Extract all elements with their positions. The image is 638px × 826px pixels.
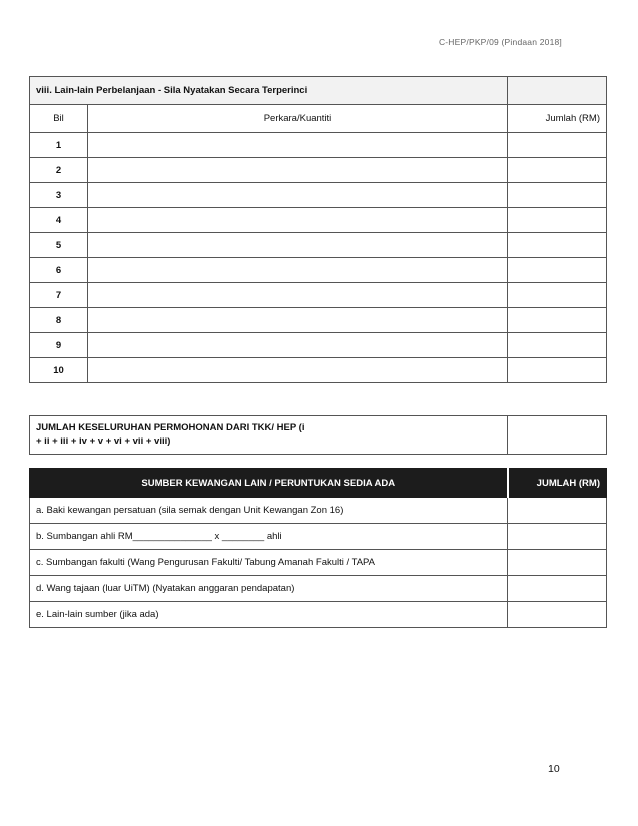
table-row bbox=[30, 602, 607, 628]
row-number: 5 bbox=[30, 233, 88, 258]
amount-cell[interactable] bbox=[508, 358, 607, 383]
other-funding-header: SUMBER KEWANGAN LAIN / PERUNTUKAN SEDIA ADA bbox=[30, 469, 508, 498]
table-row bbox=[30, 283, 607, 308]
table-row bbox=[30, 183, 607, 208]
amount-cell[interactable] bbox=[508, 233, 607, 258]
column-header-item: Perkara/Kuantiti bbox=[88, 105, 508, 133]
page-number: 10 bbox=[548, 763, 560, 775]
table-row bbox=[30, 524, 607, 550]
column-header-amount: Jumlah (RM) bbox=[508, 105, 607, 133]
table-row bbox=[30, 233, 607, 258]
grand-total-amount-cell[interactable] bbox=[508, 416, 607, 455]
other-funding-table bbox=[29, 468, 607, 628]
table-row bbox=[30, 550, 607, 576]
amount-cell[interactable] bbox=[508, 183, 607, 208]
item-cell[interactable] bbox=[88, 333, 508, 358]
row-number: 1 bbox=[30, 133, 88, 158]
amount-cell[interactable] bbox=[508, 208, 607, 233]
item-cell[interactable] bbox=[88, 233, 508, 258]
item-cell[interactable] bbox=[88, 158, 508, 183]
table-row bbox=[30, 333, 607, 358]
row-number: 2 bbox=[30, 158, 88, 183]
table-row bbox=[30, 308, 607, 333]
item-cell[interactable] bbox=[88, 133, 508, 158]
section-title: viii. Lain-lain Perbelanjaan - Sila Nyatakan Secara Terperinci bbox=[30, 77, 508, 105]
amount-cell[interactable] bbox=[508, 308, 607, 333]
grand-total-label-line1: JUMLAH KESELURUHAN PERMOHONAN DARI TKK/ HEP (i bbox=[36, 422, 305, 433]
table-row bbox=[30, 258, 607, 283]
funding-source-label: c. Sumbangan fakulti (Wang Pengurusan Fakulti/ Tabung Amanah Fakulti / TAPA bbox=[30, 550, 508, 576]
item-cell[interactable] bbox=[88, 208, 508, 233]
item-cell[interactable] bbox=[88, 258, 508, 283]
table-row bbox=[30, 498, 607, 524]
amount-cell[interactable] bbox=[508, 550, 607, 576]
grand-total-label bbox=[30, 416, 508, 455]
amount-cell[interactable] bbox=[508, 602, 607, 628]
item-cell[interactable] bbox=[88, 358, 508, 383]
row-number: 6 bbox=[30, 258, 88, 283]
amount-cell[interactable] bbox=[508, 524, 607, 550]
table-row bbox=[30, 133, 607, 158]
row-number: 7 bbox=[30, 283, 88, 308]
amount-cell[interactable] bbox=[508, 133, 607, 158]
row-number: 10 bbox=[30, 358, 88, 383]
amount-cell[interactable] bbox=[508, 283, 607, 308]
table-row bbox=[30, 358, 607, 383]
amount-cell[interactable] bbox=[508, 258, 607, 283]
item-cell[interactable] bbox=[88, 283, 508, 308]
funding-source-label: b. Sumbangan ahli RM_______________ x ________ ahli bbox=[30, 524, 508, 550]
funding-source-label: a. Baki kewangan persatuan (sila semak dengan Unit Kewangan Zon 16) bbox=[30, 498, 508, 524]
funding-source-label: e. Lain-lain sumber (jika ada) bbox=[30, 602, 508, 628]
column-header-bil: Bil bbox=[30, 105, 88, 133]
row-number: 4 bbox=[30, 208, 88, 233]
table-row bbox=[30, 208, 607, 233]
amount-cell[interactable] bbox=[508, 576, 607, 602]
item-cell[interactable] bbox=[88, 183, 508, 208]
table-row bbox=[30, 158, 607, 183]
amount-cell[interactable] bbox=[508, 333, 607, 358]
other-expenses-table bbox=[29, 76, 607, 383]
row-number: 8 bbox=[30, 308, 88, 333]
table-row bbox=[30, 576, 607, 602]
document-code: C-HEP/PKP/09 (Pindaan 2018] bbox=[438, 37, 562, 47]
other-funding-amount-header: JUMLAH (RM) bbox=[508, 469, 607, 498]
amount-cell[interactable] bbox=[508, 158, 607, 183]
item-cell[interactable] bbox=[88, 308, 508, 333]
section-title-blank bbox=[508, 77, 607, 105]
grand-total-table bbox=[29, 415, 607, 455]
grand-total-label-line2: + ii + iii + iv + v + vi + vii + viii) bbox=[36, 436, 171, 447]
row-number: 9 bbox=[30, 333, 88, 358]
funding-source-label: d. Wang tajaan (luar UiTM) (Nyatakan anggaran pendapatan) bbox=[30, 576, 508, 602]
amount-cell[interactable] bbox=[508, 498, 607, 524]
row-number: 3 bbox=[30, 183, 88, 208]
